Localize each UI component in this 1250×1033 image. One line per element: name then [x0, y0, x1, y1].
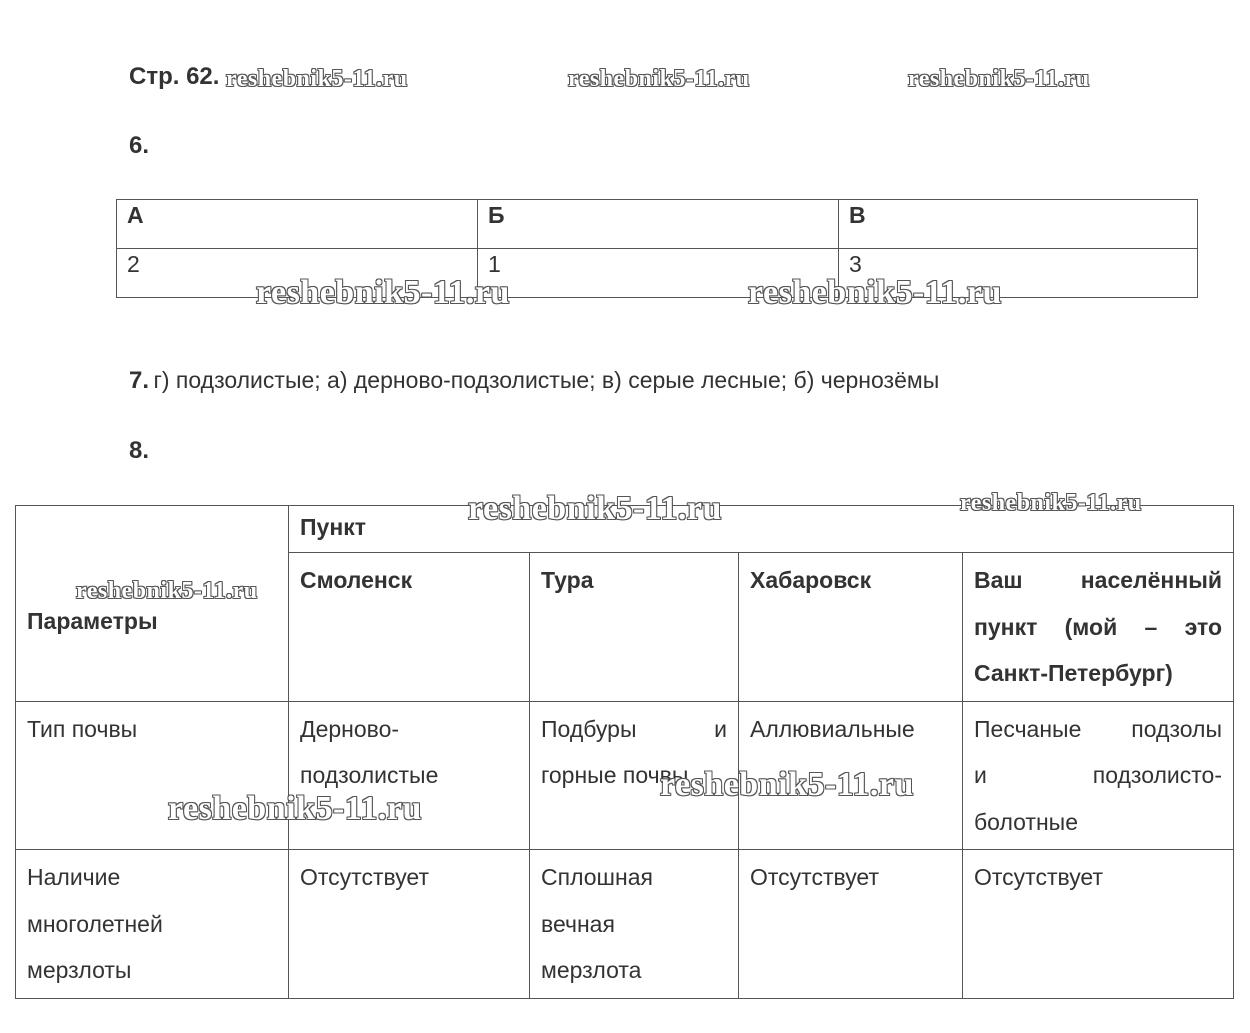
- watermark: reshebnik5-11.ru: [568, 66, 750, 92]
- own-city-line: Санкт-Петербург): [974, 660, 1173, 686]
- task8-cell: [739, 850, 963, 999]
- task8-params-header: Параметры: [16, 506, 289, 702]
- cell-line: Дерново-: [300, 715, 400, 742]
- task6-header-b: Б: [478, 200, 839, 249]
- task8-cell: [963, 850, 1234, 999]
- cell-line: многолетней: [27, 910, 163, 937]
- own-city-line: пункт (мой – это: [974, 613, 1222, 640]
- task8-city-smolensk: Смоленск: [289, 553, 530, 702]
- own-city-line: Ваш населённый: [974, 567, 1222, 593]
- task6-value-v: 3: [839, 249, 1198, 298]
- cell-line: Отсутствует: [974, 864, 1103, 890]
- task6-header-v: В: [839, 200, 1198, 249]
- watermark: reshebnik5-11.ru: [660, 766, 914, 803]
- cell-line: Песчаные подзолы: [974, 715, 1222, 742]
- task6-header-a: А: [117, 200, 478, 249]
- watermark: reshebnik5-11.ru: [468, 490, 722, 527]
- cell-line: вечная: [541, 910, 615, 937]
- task8-row-label: Тип почвы: [16, 701, 289, 850]
- task7-answer: г) подзолистые; а) дерново-подзолистые; в) серые лесные; б) чернозёмы: [153, 367, 940, 393]
- page-label: Стр. 62.: [129, 63, 220, 90]
- cell-line: мерзлота: [541, 957, 642, 983]
- cell-line: Аллювиальные: [750, 715, 915, 742]
- watermark: reshebnik5-11.ru: [908, 66, 1090, 92]
- task8-point-header: Пункт: [289, 506, 1234, 553]
- cell-line: Подбуры и: [541, 715, 727, 742]
- watermark: reshebnik5-11.ru: [226, 66, 408, 92]
- cell-line: мерзлоты: [27, 957, 132, 983]
- watermark: reshebnik5-11.ru: [168, 790, 422, 827]
- task6-value-b: 1: [478, 249, 839, 298]
- table-row: [16, 850, 1234, 999]
- task8-row-label: [16, 850, 289, 999]
- cell-line: Отсутствует: [300, 864, 429, 890]
- cell-line: и подзолисто-: [974, 762, 1222, 788]
- cell-line: Отсутствует: [750, 864, 879, 890]
- task7-line: [129, 367, 939, 395]
- task6-number: 6.: [129, 132, 150, 159]
- cell-line: Наличие: [27, 864, 121, 890]
- watermark: reshebnik5-11.ru: [748, 274, 1002, 311]
- watermark: reshebnik5-11.ru: [76, 578, 258, 604]
- task8-city-tura: Тура: [530, 553, 739, 702]
- cell-line: горные почвы: [541, 762, 689, 788]
- watermark: reshebnik5-11.ru: [256, 274, 510, 311]
- task7-number: 7.: [129, 367, 150, 394]
- cell-line: болотные: [974, 808, 1078, 835]
- task8-cell: [530, 850, 739, 999]
- watermark: reshebnik5-11.ru: [960, 490, 1142, 516]
- cell-line: Сплошная: [541, 864, 653, 890]
- task8-number: 8.: [129, 437, 150, 464]
- task8-cell: [289, 850, 530, 999]
- table-row: [117, 200, 1198, 249]
- cell-line: подзолистые: [300, 762, 439, 788]
- task8-cell: [963, 701, 1234, 850]
- task8-city-own: [963, 553, 1234, 702]
- task6-value-a: 2: [117, 249, 478, 298]
- task8-city-khabarovsk: Хабаровск: [739, 553, 963, 702]
